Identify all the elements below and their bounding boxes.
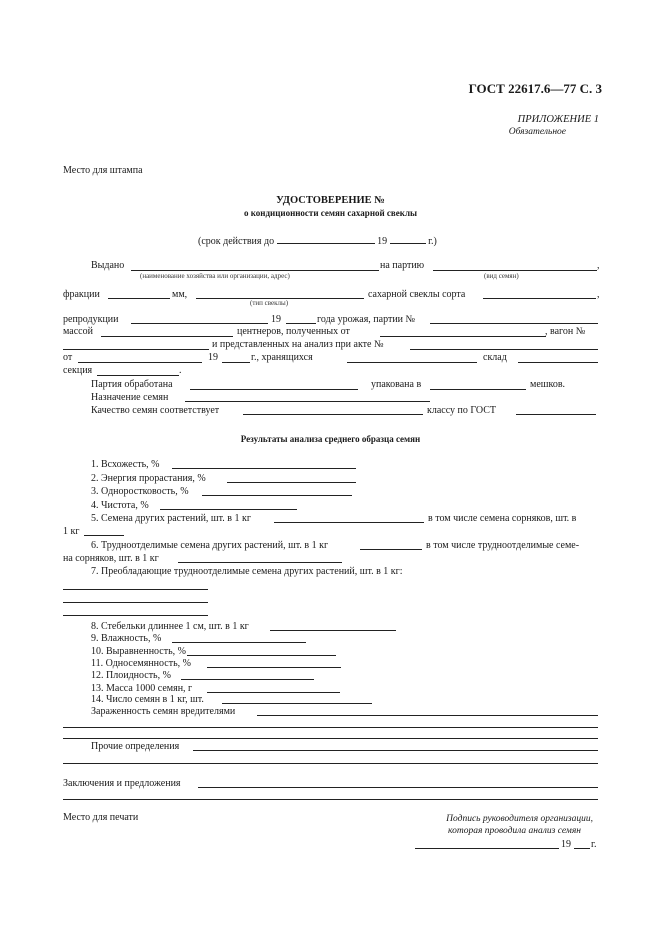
mass-field[interactable]: [101, 336, 233, 337]
pests-label: Зараженность семян вредителями: [91, 706, 236, 717]
issued-field[interactable]: [131, 270, 379, 271]
hard-sep-weeds-field[interactable]: [178, 562, 342, 563]
certificate-title: УДОСТОВЕРЕНИЕ №: [276, 195, 385, 206]
signature-line-2: которая проводила анализ семян: [448, 826, 581, 836]
validity-end: г.): [428, 236, 437, 247]
treated-label: Партия обработана: [91, 379, 173, 390]
warehouse-label: склад: [483, 352, 507, 363]
moisture-label: 9. Влажность, %: [91, 633, 162, 644]
evenness-field[interactable]: [187, 655, 336, 656]
hard-sep-field[interactable]: [360, 549, 422, 550]
validity-year: 19: [377, 236, 388, 247]
wagon-label: , вагон №: [545, 326, 586, 337]
mm-label: мм,: [172, 289, 188, 300]
prevailing-field-1[interactable]: [63, 589, 208, 590]
certificate-subtitle: о кондиционности семян сахарной свеклы: [243, 208, 418, 218]
prevailing-label: 7. Преобладающие трудноотделимые семена других растений, шт. в 1 кг:: [91, 566, 403, 577]
seeds-per-kg-field[interactable]: [222, 703, 372, 704]
purpose-field[interactable]: [185, 401, 430, 402]
issued-caption: (наименование хозяйства или организации, адрес): [140, 272, 290, 280]
validity-year-field[interactable]: [390, 234, 426, 244]
gost-field[interactable]: [516, 414, 596, 415]
signature-field[interactable]: [415, 848, 559, 849]
wagon-number-field[interactable]: [63, 349, 209, 350]
class-gost-label: классу по ГОСТ: [427, 405, 497, 416]
centners-label: центнеров, полученных от: [237, 326, 350, 337]
validity-line: [198, 234, 437, 248]
hard-sep-label: 6. Трудноотделимые семена других растений, шт. в 1 кг: [91, 540, 329, 551]
other-seeds-label: 5. Семена других растений, шт. в 1 кг: [91, 513, 251, 524]
pests-field[interactable]: [257, 715, 598, 716]
validity-start: (срок действия до: [198, 236, 275, 247]
conclusions-label: Заключения и предложения: [63, 778, 181, 789]
stems-label: 8. Стебельки длиннее 1 см, шт. в 1 кг: [91, 621, 249, 632]
packed-field[interactable]: [430, 389, 526, 390]
section-label: секция: [63, 365, 93, 376]
packed-label: упакована в: [371, 379, 422, 390]
act-number-field[interactable]: [410, 349, 598, 350]
single-sprout-label: 3. Одноростковость, %: [91, 486, 189, 497]
hard-sep-weeds-label: в том числе трудноотделимые семе-: [426, 540, 580, 551]
year-num: 19: [271, 314, 281, 325]
from-year-field[interactable]: [222, 362, 250, 363]
conclusions-field-2[interactable]: [63, 799, 598, 800]
pests-field-2[interactable]: [63, 727, 598, 728]
harvest-year-label: года урожая, партии №: [317, 314, 416, 325]
energy-label: 2. Энергия прорастания, %: [91, 473, 206, 484]
other-det-label: Прочие определения: [91, 741, 180, 752]
variety-label: сахарной свеклы сорта: [368, 289, 466, 300]
monogerm-field[interactable]: [207, 667, 341, 668]
seeds-per-kg-label: 14. Число семян в 1 кг, шт.: [91, 694, 204, 705]
quality-field[interactable]: [243, 414, 423, 415]
warehouse-field[interactable]: [518, 362, 598, 363]
other-det-field[interactable]: [193, 750, 598, 751]
from-label: от: [63, 352, 73, 363]
validity-date-field[interactable]: [277, 234, 375, 244]
prevailing-field-2[interactable]: [63, 602, 208, 603]
from-date-field[interactable]: [78, 362, 202, 363]
pests-field-3[interactable]: [63, 738, 598, 739]
conclusions-field[interactable]: [198, 787, 598, 788]
section-field[interactable]: [97, 375, 179, 376]
single-sprout-field[interactable]: [202, 495, 352, 496]
batch-number-field[interactable]: [430, 323, 598, 324]
beet-type-caption: (тип свеклы): [250, 299, 289, 307]
received-from-field[interactable]: [380, 336, 546, 337]
stored-at-field[interactable]: [347, 362, 477, 363]
moisture-field[interactable]: [172, 642, 306, 643]
submitted-label: и представленных на анализ при акте №: [212, 339, 384, 350]
comma: ,: [597, 289, 600, 300]
stamp-place: Место для штампа: [63, 165, 143, 176]
seal-place: Место для печати: [63, 812, 139, 823]
quality-label: Качество семян соответствует: [91, 405, 220, 416]
reproduction-field[interactable]: [131, 323, 268, 324]
harvest-year-field[interactable]: [286, 323, 316, 324]
mass-label: массой: [63, 326, 93, 337]
seed-type-caption: (вид семян): [484, 272, 519, 280]
reproduction-label: репродукции: [63, 314, 119, 325]
mass1000-field[interactable]: [207, 692, 340, 693]
mass1000-label: 13. Масса 1000 семян, г: [91, 683, 193, 694]
other-seeds-weeds-field[interactable]: [84, 535, 124, 536]
stored-label: г., хранящихся: [251, 352, 313, 363]
comma: ,: [597, 260, 600, 271]
purity-field[interactable]: [160, 509, 297, 510]
bags-label: мешков.: [530, 379, 566, 390]
variety-field[interactable]: [483, 298, 596, 299]
other-det-field-2[interactable]: [63, 763, 598, 764]
fertility-label: 12. Плоидность, %: [91, 670, 171, 681]
hard-sep-cont: на сорняков, шт. в 1 кг: [63, 553, 159, 564]
fraction-label: фракции: [63, 289, 100, 300]
energy-field[interactable]: [227, 482, 356, 483]
germination-field[interactable]: [172, 468, 356, 469]
issued-label: Выдано: [91, 260, 125, 271]
mandatory-label: Обязательное: [508, 127, 566, 137]
fertility-field[interactable]: [181, 679, 314, 680]
results-heading: Результаты анализа среднего образца семян: [240, 434, 421, 444]
stems-field[interactable]: [270, 630, 396, 631]
germination-label: 1. Всхожесть, %: [91, 459, 160, 470]
year2-num: 19: [208, 352, 218, 363]
monogerm-label: 11. Односемянность, %: [91, 658, 191, 669]
footer-g: г.: [591, 839, 597, 850]
seed-type-field[interactable]: [433, 270, 597, 271]
section-dot: .: [179, 365, 182, 376]
footer-year: 19: [561, 839, 571, 850]
gost-number: ГОСТ 22617.6—77 С. 3: [468, 81, 602, 96]
batch-label: на партию: [380, 260, 425, 271]
other-seeds-field[interactable]: [274, 522, 424, 523]
purpose-label: Назначение семян: [91, 392, 169, 403]
evenness-label: 10. Выравненность, %: [91, 646, 186, 657]
footer-year-field[interactable]: [574, 848, 590, 849]
purity-label: 4. Чистота, %: [91, 500, 149, 511]
signature-line-1: Подпись руководителя организации,: [446, 814, 593, 824]
treated-field[interactable]: [190, 389, 358, 390]
other-seeds-cont: 1 кг: [63, 526, 80, 537]
fraction-field[interactable]: [108, 298, 170, 299]
appendix-label: ПРИЛОЖЕНИЕ 1: [517, 114, 599, 125]
other-seeds-weeds-label: в том числе семена сорняков, шт. в: [428, 513, 577, 524]
prevailing-field-3[interactable]: [63, 615, 208, 616]
